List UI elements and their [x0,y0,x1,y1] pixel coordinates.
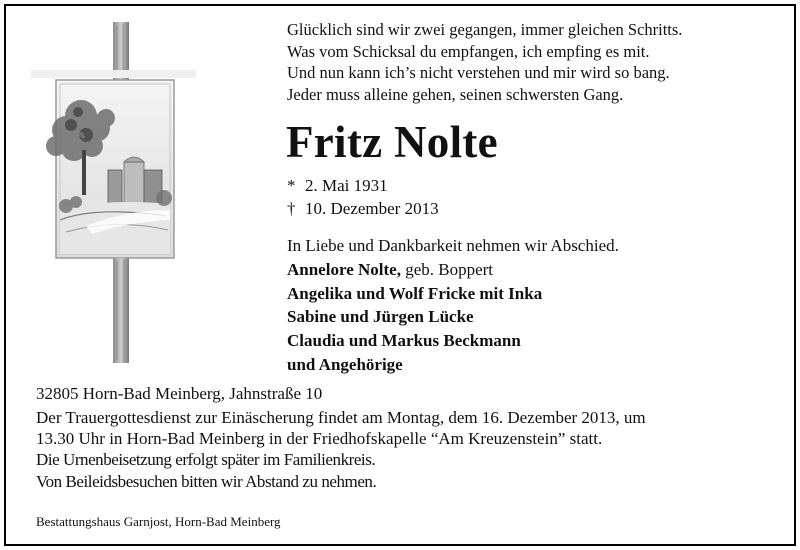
poem-line: Glücklich sind wir zwei gegangen, immer gleichen Schritts. [287,20,683,39]
birth-date-row [287,174,439,197]
service-line: Von Beileidsbesuchen bitten wir Abstand zu nehmen. [36,471,377,491]
poem-line: Was vom Schicksal du empfangen, ich empfing es mit. [287,41,650,61]
mourner-name: Claudia und Markus Beckmann [287,331,521,351]
life-dates [287,174,439,220]
cross-beam-bottom [113,258,129,363]
mourner-row [287,353,619,377]
deceased-name: Fritz Nolte [286,117,498,167]
poem-line: Jeder muss alleine gehen, seinen schwersten Gang. [287,84,624,104]
mourner-name: Annelore Nolte, [287,259,401,279]
mourner-name: Sabine und Jürgen Lücke [287,307,474,327]
death-date-row [287,197,439,220]
service-line: Die Urnenbeisetzung erfolgt später im Familienkreis. [36,450,376,470]
cross-garden-illustration [26,20,196,365]
cross-beam-horizontal [31,70,196,78]
mourner-row [287,305,619,329]
death-date: 10. Dezember 2013 [305,199,439,218]
mourner-name: und Angehörige [287,354,403,374]
garden-picture [46,80,174,258]
mourner-row [287,329,619,353]
funeral-home: Bestattungshaus Garnjost, Horn-Bad Meinberg [36,514,281,529]
mourner-row [287,282,619,306]
death-symbol: † [287,199,296,218]
birth-date: 2. Mai 1931 [305,176,388,195]
poem [287,19,777,105]
service-line: Der Trauergottesdienst zur Einäscherung findet am Montag, dem 16. Dezember 2013, um [36,408,646,427]
address: 32805 Horn-Bad Meinberg, Jahnstraße 10 [36,384,323,403]
mourner-maiden-name: geb. Boppert [400,259,494,279]
mourners-intro: In Liebe und Dankbarkeit nehmen wir Abschied. [287,236,619,255]
mourner-name: Angelika und Wolf Fricke mit Inka [287,283,543,303]
birth-symbol: * [287,176,296,195]
service-line: 13.30 Uhr in Horn-Bad Meinberg in der Friedhofskapelle “Am Kreuzenstein” statt. [36,429,603,449]
poem-line: Und nun kann ich’s nicht verstehen und mir wird so bang. [287,63,670,82]
service-info [36,407,796,492]
mourners [287,234,619,377]
mourner-row [287,258,619,282]
